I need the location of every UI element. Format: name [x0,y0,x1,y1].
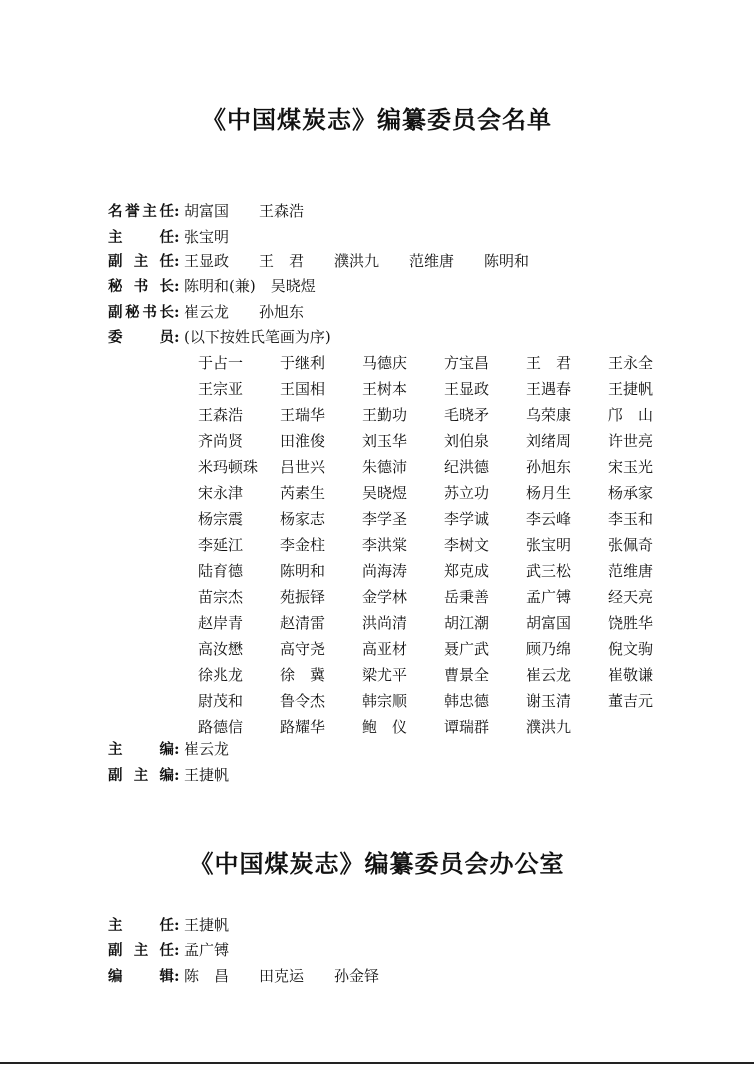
office-director-row [108,912,229,938]
member-name: 李玉和 [608,510,654,528]
member-name: 徐兆龙 [198,666,244,684]
member-name: 纪洪德 [444,458,490,476]
member-name: 濮洪九 [526,718,572,736]
deputy-secretary-general-label: 副秘书长 [108,305,174,321]
member-name: 高亚材 [362,640,408,658]
member-name: 韩忠德 [444,692,490,710]
member-name: 梁尤平 [362,666,408,684]
colon: : [174,277,180,295]
member-name: 尚海涛 [362,562,408,580]
colon: : [174,967,180,985]
vice-chair-value: 王显政 王 君 濮洪九 范维唐 陈明和 [184,252,530,270]
members-list [198,350,690,740]
member-name: 尉茂和 [198,692,244,710]
chief-editor-row [108,736,229,762]
member-name: 武三松 [526,562,572,580]
member-name: 鲁令杰 [280,692,326,710]
office-title: 《中国煤炭志》编纂委员会办公室 [189,849,565,878]
deputy-chief-editor-label: 副主编 [108,768,174,784]
deputy-chief-editor-row [108,762,229,788]
member-name: 谢玉清 [526,692,572,710]
member-name: 王捷帆 [608,380,654,398]
honorary-chair-row [108,198,304,224]
member-name: 苗宗杰 [198,588,244,606]
member-name: 李学诚 [444,510,490,528]
colon: : [174,303,180,321]
member-name: 胡富国 [526,614,572,632]
member-name: 于占一 [198,354,244,372]
chief-editor-label: 主编 [108,742,174,758]
chair-value: 张宝明 [184,228,230,246]
member-name: 孟广镈 [526,588,572,606]
members-row [108,324,331,350]
colon: : [174,252,180,270]
member-name: 宋永津 [198,484,244,502]
member-name: 芮素生 [280,484,326,502]
member-name: 邝 山 [608,406,654,424]
member-name: 范维唐 [608,562,654,580]
member-name: 王遇春 [526,380,572,398]
member-name: 崔云龙 [526,666,572,684]
member-name: 王显政 [444,380,490,398]
member-name: 李延江 [198,536,244,554]
member-name: 苑振铎 [280,588,326,606]
member-name: 徐 冀 [280,666,326,684]
colon: : [174,202,180,220]
member-name: 于继利 [280,354,326,372]
deputy-chief-editor-value: 王捷帆 [184,766,230,784]
chair-label: 主任 [108,230,174,246]
secretary-general-label: 秘书长 [108,279,174,295]
deputy-secretary-general-row [108,299,304,325]
member-name: 路耀华 [280,718,326,736]
member-name: 金学林 [362,588,408,606]
member-name: 李云峰 [526,510,572,528]
member-name: 胡江潮 [444,614,490,632]
member-name: 王树本 [362,380,408,398]
member-name: 王瑞华 [280,406,326,424]
member-name: 齐尚贤 [198,432,244,450]
member-name: 方宝昌 [444,354,490,372]
member-name: 李金柱 [280,536,326,554]
member-name: 马德庆 [362,354,408,372]
members-label: 委员 [108,330,174,346]
members-note: (以下按姓氏笔画为序) [184,328,331,346]
member-name: 孙旭东 [526,458,572,476]
member-name: 陆育德 [198,562,244,580]
member-name: 高汝懋 [198,640,244,658]
member-name: 李洪棠 [362,536,408,554]
honorary-chair-label: 名誉主任 [108,204,174,220]
colon: : [174,328,180,346]
honorary-chair-value: 胡富国 王森浩 [184,202,305,220]
member-name: 吕世兴 [280,458,326,476]
secretary-general-row [108,273,316,299]
member-name: 韩宗顺 [362,692,408,710]
member-name: 乌荣康 [526,406,572,424]
member-name: 刘绪周 [526,432,572,450]
member-name: 经天亮 [608,588,654,606]
member-name: 王森浩 [198,406,244,424]
member-name: 宋玉光 [608,458,654,476]
office-director-value: 王捷帆 [184,916,230,934]
colon: : [174,941,180,959]
member-name: 张宝明 [526,536,572,554]
office-editors-row [108,963,379,989]
member-name: 王勤功 [362,406,408,424]
member-name: 苏立功 [444,484,490,502]
office-deputy-director-row [108,937,229,963]
member-name: 米玛顿珠 [198,458,259,476]
member-name: 杨家志 [280,510,326,528]
chief-editor-value: 崔云龙 [184,740,230,758]
member-name: 李树文 [444,536,490,554]
member-name: 赵清雷 [280,614,326,632]
member-name: 董吉元 [608,692,654,710]
colon: : [174,740,180,758]
committee-title: 《中国煤炭志》编纂委员会名单 [202,105,552,134]
member-name: 杨承家 [608,484,654,502]
colon: : [174,766,180,784]
member-name: 朱德沛 [362,458,408,476]
member-name: 洪尚清 [362,614,408,632]
member-name: 王 君 [526,354,572,372]
member-name: 聂广武 [444,640,490,658]
member-name: 李学圣 [362,510,408,528]
office-deputy-director-value: 孟广镈 [184,941,230,959]
vice-chair-label: 副主任 [108,254,174,270]
member-name: 田淮俊 [280,432,326,450]
member-name: 王宗亚 [198,380,244,398]
office-editors-value: 陈 昌 田克运 孙金铎 [184,967,380,985]
secretary-general-value: 陈明和(兼) 吴晓煜 [184,277,316,295]
member-name: 崔敬谦 [608,666,654,684]
member-name: 郑克成 [444,562,490,580]
member-name: 张佩奇 [608,536,654,554]
member-name: 杨宗震 [198,510,244,528]
office-director-label: 主任 [108,918,174,934]
member-name: 毛晓矛 [444,406,490,424]
member-name: 倪文驹 [608,640,654,658]
colon: : [174,916,180,934]
member-name: 刘玉华 [362,432,408,450]
member-name: 赵岸青 [198,614,244,632]
member-name: 顾乃绵 [526,640,572,658]
chair-row [108,224,229,250]
member-name: 许世亮 [608,432,654,450]
member-name: 吴晓煜 [362,484,408,502]
member-name: 谭瑞群 [444,718,490,736]
member-name: 杨月生 [526,484,572,502]
member-name: 刘伯泉 [444,432,490,450]
member-name: 王国相 [280,380,326,398]
deputy-secretary-general-value: 崔云龙 孙旭东 [184,303,305,321]
colon: : [174,228,180,246]
bottom-rule [0,1062,754,1064]
office-editors-label: 编辑 [108,969,174,985]
member-name: 岳秉善 [444,588,490,606]
office-deputy-director-label: 副主任 [108,943,174,959]
member-name: 高守尧 [280,640,326,658]
member-name: 曹景全 [444,666,490,684]
member-name: 饶胜华 [608,614,654,632]
member-name: 路德信 [198,718,244,736]
member-name: 鲍 仪 [362,718,408,736]
member-name: 陈明和 [280,562,326,580]
vice-chair-row [108,248,529,274]
member-name: 王永全 [608,354,654,372]
